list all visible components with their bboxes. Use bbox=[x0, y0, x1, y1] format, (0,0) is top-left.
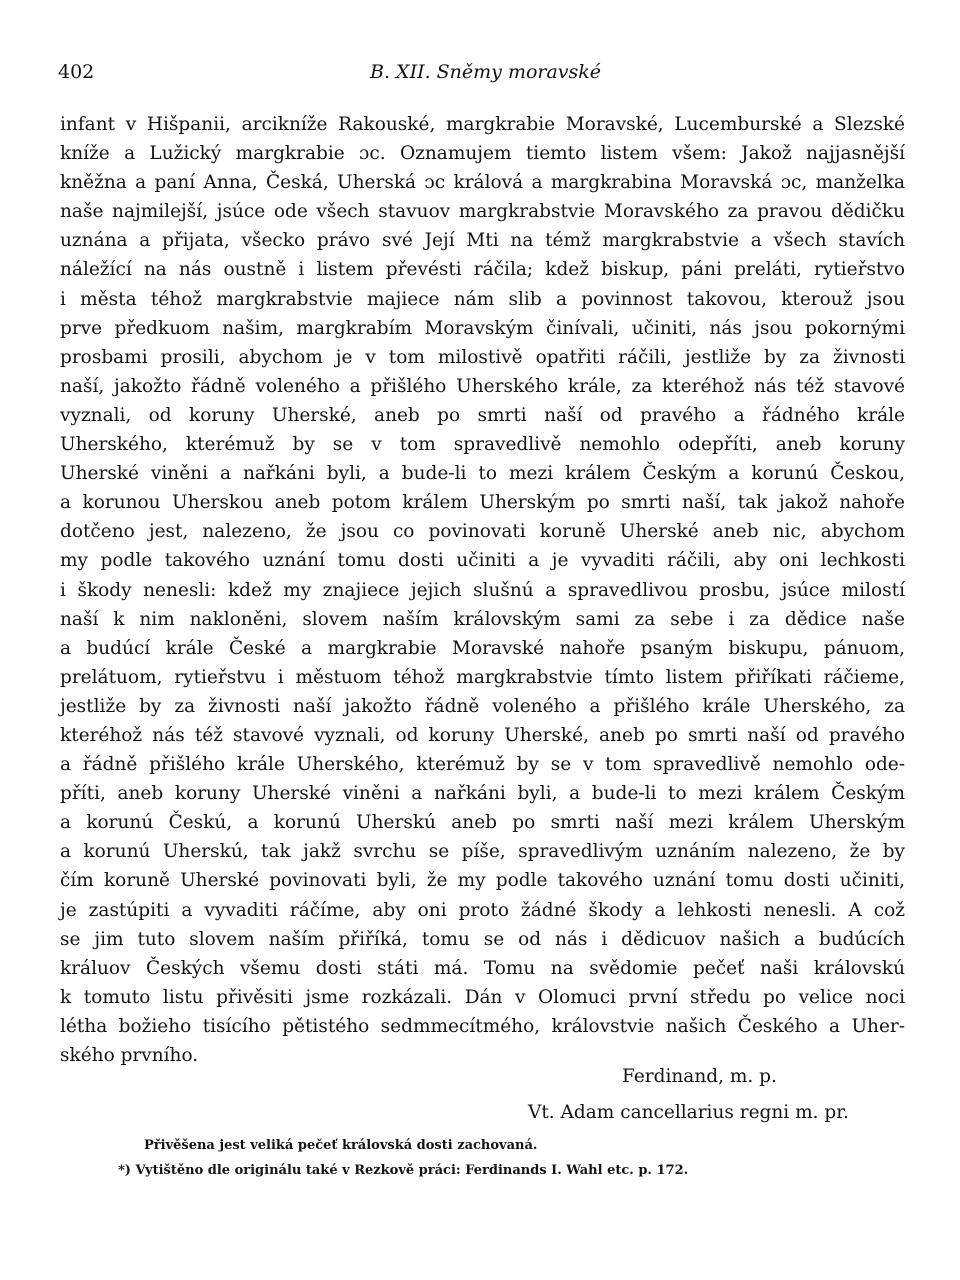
text-line: náležící na nás oustně i listem převésti ráčila; kdež biskup, páni preláti, rytieřstvo bbox=[60, 259, 905, 281]
text-line: kteréhož nás též stavové vyznali, od koruny Uherské, aneb po smrti naší od pravého bbox=[60, 724, 905, 746]
text-line: naše najmilejší, jsúce ode všech stavuov margkrabstvie Moravského za pravou dědičku bbox=[60, 201, 905, 223]
text-line: čím koruně Uherské povinovati byli, že my podle takového uznání tomu dosti učiniti, bbox=[60, 870, 905, 892]
text-line: dotčeno jest, nalezeno, že jsou co povinovati koruně Uherské aneb nic, abychom bbox=[60, 521, 905, 543]
text-line: prelátuom, rytieřstvu i městuom téhož margkrabstvie tímto listem přiříkati ráčieme, bbox=[60, 666, 905, 688]
text-line: kníže a Lužický margkrabie ɔc. Oznamujem tiemto listem všem: Jakož najjasnější bbox=[60, 143, 905, 165]
text-line: a korunú Českú, a korunú Uherskú aneb po smrti naší mezi králem Uherským bbox=[60, 812, 905, 834]
text-line: vyznali, od koruny Uherské, aneb po smrti naší od pravého a řádného krále bbox=[60, 404, 905, 426]
text-line: Uherského, kterémuž by se v tom spravedlivě nemohlo odepříti, aneb koruny bbox=[60, 434, 905, 456]
text-line: příti, aneb koruny Uherské viněni a nařkáni byli, a bude-li to mezi králem Českým bbox=[60, 783, 905, 805]
text-line: kněžna a paní Anna, Česká, Uherská ɔc králová a margkrabina Moravská ɔc, manželka bbox=[60, 172, 905, 194]
text-line: prosbami prosili, abychom je v tom milostivě opatřiti ráčili, jestliže by za živnosti bbox=[60, 346, 905, 368]
text-line: infant v Hišpanii, arcikníže Rakouské, margkrabie Moravské, Lucemburské a Slezské bbox=[60, 114, 905, 135]
text-line: naší, jakožto řádně voleného a přišlého Uherského krále, za kteréhož nás též stavové bbox=[60, 375, 905, 397]
text-line: uznána a přijata, všecko právo své Její Mti na témž margkrabstvie a všech stavích bbox=[60, 230, 905, 252]
text-line: i města téhož margkrabstvie majiece nám slib a povinnost takovou, kterouž jsou bbox=[60, 288, 905, 310]
text-line: naší k nim nakloněni, slovem naším královským sami za sebe i za dědice naše bbox=[60, 608, 905, 630]
running-head: B. XII. Sněmy moravské bbox=[370, 61, 602, 83]
text-line: a řádně přišlého krále Uherského, kterémuž by se v tom spravedlivě nemohlo ode- bbox=[60, 754, 905, 776]
footnote: *) Vytištěno dle originálu také v Rezkově práci: Ferdinands I. Wahl etc. p. 172. bbox=[118, 1163, 689, 1178]
text-line: jestliže by za živnosti naší jakožto řádně voleného a přišlého krále Uherského, za bbox=[60, 695, 905, 717]
signature-ferdinand: Ferdinand, m. p. bbox=[622, 1066, 777, 1087]
text-line: ského prvního. bbox=[60, 1045, 199, 1066]
text-line: Uherské viněni a nařkáni byli, a bude-li to mezi králem Českým a korunú Českou, bbox=[60, 463, 905, 485]
seal-note: Přivěšena jest veliká pečeť královská dosti zachovaná. bbox=[144, 1138, 538, 1153]
text-line: a budúcí krále České a margkrabie Moravské nahoře psaným biskupu, pánuom, bbox=[60, 637, 905, 659]
main-text bbox=[60, 110, 905, 1070]
text-line: a korunou Uherskou aneb potom králem Uherským po smrti naší, tak jakož nahoře bbox=[60, 492, 905, 514]
text-line: králuov Českých všemu dosti státi má. Tomu na svědomie pečeť naši královskú bbox=[60, 957, 905, 979]
text-line: k tomuto listu přivěsiti jsme rozkázali. Dán v Olomuci první středu po velice noci bbox=[60, 986, 905, 1008]
text-line: i škody nenesli: kdež my znajiece jejich slušnú a spravedlivou prosbu, jsúce milostí bbox=[60, 579, 905, 601]
text-line: létha božieho tisícího pětistého sedmmecítmého, královstvie našich Českého a Uher- bbox=[60, 1015, 905, 1037]
text-line: je zastúpiti a vyvaditi ráčíme, aby oni proto žádné škody a lehkosti nenesli. A což bbox=[60, 899, 905, 921]
text-line: a korunú Uherskú, tak jakž svrchu se píše, spravedlivým uznáním nalezeno, že by bbox=[60, 841, 905, 863]
signature-chancellor: Vt. Adam cancellarius regni m. pr. bbox=[528, 1102, 849, 1123]
text-line: se jim tuto slovem naším přiříká, tomu se od nás i dědicuov našich a budúcích bbox=[60, 928, 905, 950]
text-line: my podle takového uznání tomu dosti učiniti a je vyvaditi ráčili, aby oni lechkosti bbox=[60, 550, 905, 572]
page-number: 402 bbox=[58, 61, 95, 83]
text-line: prve předkuom našim, margkrabím Moravským činívali, učiniti, nás jsou pokornými bbox=[60, 317, 905, 339]
